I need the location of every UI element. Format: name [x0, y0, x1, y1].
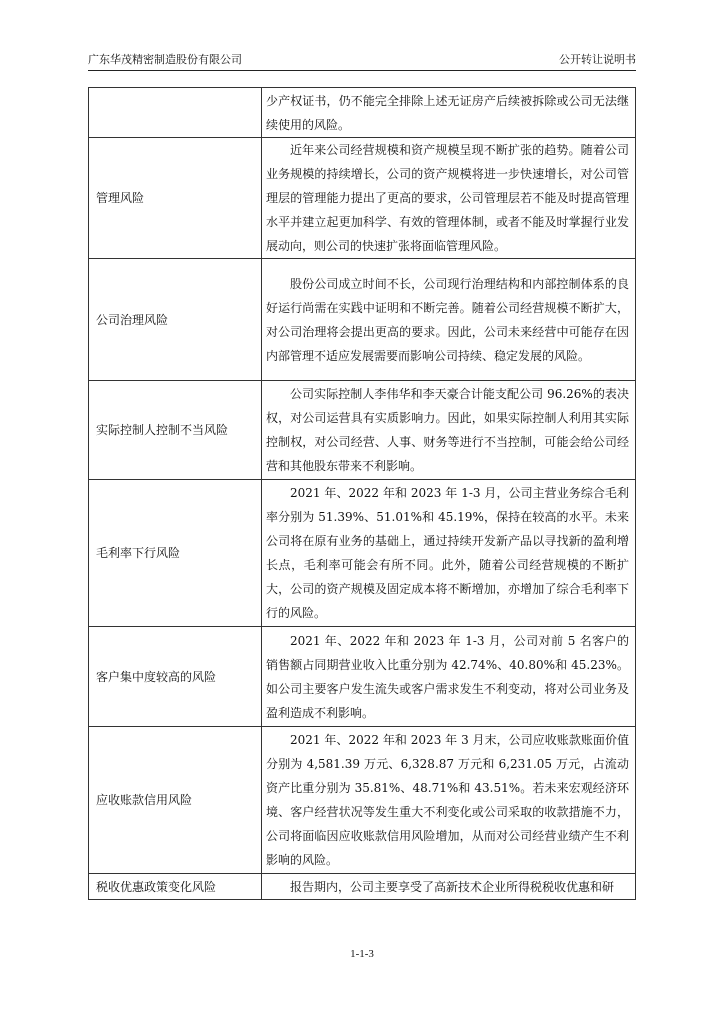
risk-factor-table [88, 87, 636, 900]
risk-description-cell: 少产权证书，仍不能完全排除上述无证房产后续被拆除或公司无法继续使用的风险。 [262, 88, 636, 138]
risk-name-cell: 公司治理风险 [89, 259, 262, 381]
risk-name-cell: 税收优惠政策变化风险 [89, 874, 262, 900]
page-header [88, 52, 636, 71]
table-row [89, 480, 636, 627]
risk-name-cell: 毛利率下行风险 [89, 480, 262, 627]
table-row [89, 381, 636, 480]
risk-name-cell: 应收账款信用风险 [89, 727, 262, 874]
table-row [89, 627, 636, 727]
risk-description-cell: 股份公司成立时间不长，公司现行治理结构和内部控制体系的良好运行尚需在实践中证明和不断完善。随着公司经营规模不断扩大，对公司治理将会提出更高的要求。因此，公司未来经营中可能存在因内部管理不适应发展需要而影响公司持续、稳定发展的风险。 [262, 259, 636, 381]
page-number: 1-1-3 [350, 948, 374, 960]
risk-name-cell [89, 88, 262, 138]
risk-description-cell: 报告期内，公司主要享受了高新技术企业所得税税收优惠和研 [262, 874, 636, 900]
header-document-title: 公开转让说明书 [559, 53, 636, 66]
risk-name-cell: 管理风险 [89, 138, 262, 259]
risk-name-cell: 客户集中度较高的风险 [89, 627, 262, 727]
table-row [89, 874, 636, 900]
table-row [89, 727, 636, 874]
risk-name-cell: 实际控制人控制不当风险 [89, 381, 262, 480]
table-row [89, 138, 636, 259]
risk-description-cell: 2021 年、2022 年和 2023 年 1-3 月，公司对前 5 名客户的销售额占同期营业收入比重分别为 42.74%、40.80%和 45.23%。如公司主要客户发生流失或客户需求发生不利变动，将对公司业务及盈利造成不利影响。 [262, 627, 636, 727]
risk-description-cell: 2021 年、2022 年和 2023 年 1-3 月，公司主营业务综合毛利率分别为 51.39%、51.01%和 45.19%，保持在较高的水平。未来公司将在原有业务的基础上，通过持续开发新产品以寻找新的盈利增长点，毛利率可能会有所不同。此外，随着公司经营规模的不断扩大，公司的资产规模及固定成本将不断增加，亦增加了综合毛利率下行的风险。 [262, 480, 636, 627]
table-row [89, 259, 636, 381]
risk-description-cell: 近年来公司经营规模和资产规模呈现不断扩张的趋势。随着公司业务规模的持续增长，公司的资产规模将进一步快速增长，对公司管理层的管理能力提出了更高的要求，公司管理层若不能及时提高管理水平并建立起更加科学、有效的管理体制，或者不能及时掌握行业发展动向，则公司的快速扩张将面临管理风险。 [262, 138, 636, 259]
table-row [89, 88, 636, 138]
header-company-name: 广东华茂精密制造股份有限公司 [88, 53, 242, 66]
risk-description-cell: 公司实际控制人李伟华和李天豪合计能支配公司 96.26%的表决权，对公司运营具有实质影响力。因此，如果实际控制人利用其实际控制权，对公司经营、人事、财务等进行不当控制，可能会给公司经营和其他股东带来不利影响。 [262, 381, 636, 480]
risk-description-cell: 2021 年、2022 年和 2023 年 3 月末，公司应收账款账面价值分别为 4,581.39 万元、6,328.87 万元和 6,231.05 万元，占流动资产比重分别为 35.81%、48.71%和 43.51%。若未来宏观经济环境、客户经营状况等发生重大不利变化或公司采取的收款措施不力，公司将面临因应收账款信用风险增加，从而对公司经营业绩产生不利影响的风险。 [262, 727, 636, 874]
